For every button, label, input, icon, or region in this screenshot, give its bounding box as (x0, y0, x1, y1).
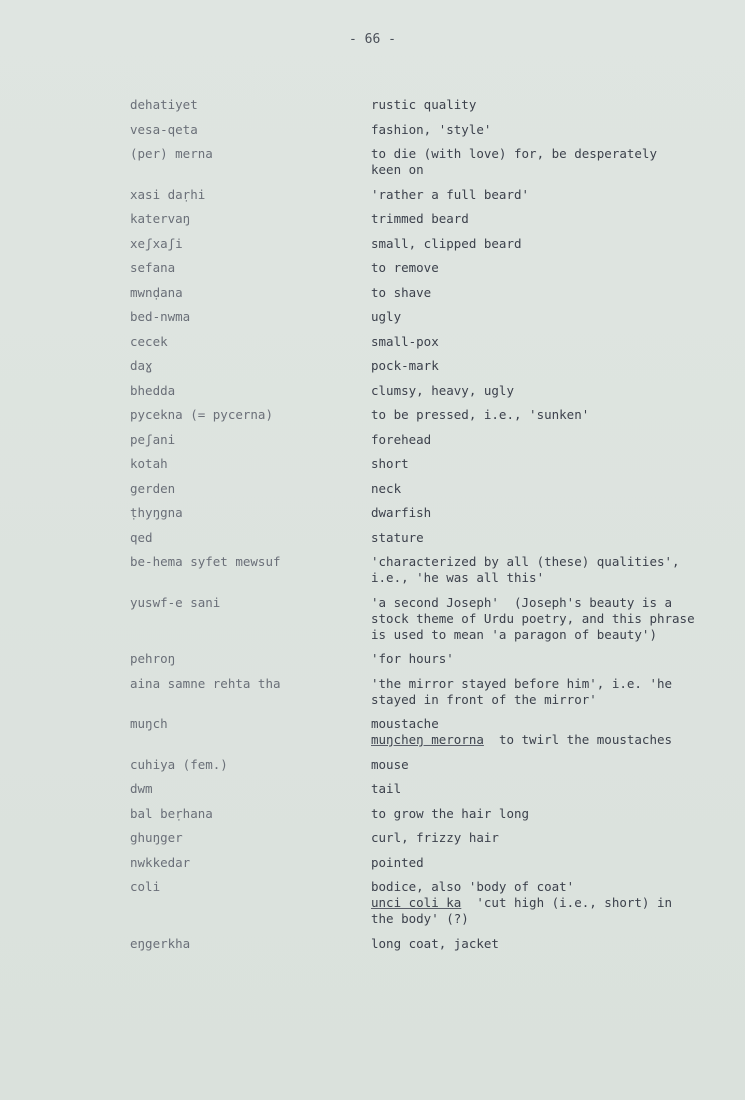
entry-gloss (371, 187, 711, 203)
entry-term: kotah (130, 456, 168, 471)
entry-term: vesa-qeta (130, 121, 198, 137)
entry-gloss (371, 806, 711, 822)
usage-example (371, 732, 711, 748)
entry-term: cuhiya (fem.) (130, 756, 228, 772)
gloss-line: to shave (371, 284, 432, 300)
glossary-entry (0, 554, 745, 586)
entry-gloss (371, 211, 711, 227)
glossary-entry (0, 830, 745, 846)
entry-term: bed-nwma (130, 309, 191, 324)
gloss-line: pock-mark (371, 358, 439, 373)
gloss-line: short (371, 456, 409, 471)
gloss-line: clumsy, heavy, ugly (371, 382, 514, 398)
gloss-line: tail (371, 781, 402, 796)
glossary-entry (0, 211, 745, 227)
glossary-entry (0, 879, 745, 927)
entry-gloss (371, 554, 711, 586)
gloss-line: neck (371, 480, 402, 496)
entry-term: mwnḍana (130, 284, 183, 300)
gloss-line: pointed (371, 854, 424, 870)
entry-term: gerden (130, 480, 176, 496)
gloss-line: dwarfish (371, 505, 432, 520)
entry-gloss (371, 146, 711, 178)
gloss-line: stature (371, 529, 424, 545)
gloss-line: to remove (371, 260, 439, 275)
gloss-line: stock theme of Urdu poetry, and this phrase (371, 610, 695, 626)
entry-term: ṭhyŋgna (130, 505, 183, 520)
glossary-entry (0, 358, 745, 374)
entry-term: coli (130, 879, 161, 894)
gloss-line: the body' (?) (371, 911, 469, 926)
glossary-entry (0, 334, 745, 350)
entry-gloss (371, 781, 711, 797)
entry-gloss (371, 309, 711, 325)
glossary-entry (0, 716, 745, 748)
page-number: - 66 - (349, 32, 396, 47)
entry-term: eŋgerkha (130, 935, 191, 951)
entry-gloss (371, 855, 711, 871)
entry-gloss (371, 456, 711, 472)
gloss-line: small, clipped beard (371, 235, 522, 251)
gloss-line: is used to mean 'a paragon of beauty') (371, 626, 657, 642)
gloss-line: to grow the hair long (371, 805, 530, 821)
entry-gloss (371, 595, 711, 643)
entry-term: (per) merna (130, 146, 213, 161)
entry-gloss (371, 505, 711, 521)
glossary-entry (0, 456, 745, 472)
entry-gloss (371, 122, 711, 138)
entry-term: dwm (130, 781, 153, 796)
entry-term: xasi daṛhi (130, 186, 206, 202)
gloss-line: 'the mirror stayed before him', i.e. 'he (371, 675, 673, 691)
entry-gloss (371, 334, 711, 350)
gloss-line: i.e., 'he was all this' (371, 570, 545, 585)
entry-term: muŋch (130, 716, 168, 731)
entry-gloss (371, 285, 711, 301)
entry-term: sefana (130, 260, 176, 275)
entry-term: bal beṛhana (130, 805, 213, 821)
usage-phrase: unci coli ka (371, 895, 462, 910)
glossary-entry (0, 383, 745, 399)
entry-gloss (371, 879, 711, 927)
glossary-entry (0, 676, 745, 708)
gloss-line: 'for hours' (371, 651, 454, 666)
glossary-entry (0, 595, 745, 643)
glossary-entry (0, 146, 745, 178)
entry-term: cecek (130, 333, 168, 349)
glossary-entry (0, 855, 745, 871)
entry-gloss (371, 651, 711, 667)
entry-gloss (371, 358, 711, 374)
usage-example (371, 895, 711, 911)
gloss-line: 'a second Joseph' (Joseph's beauty is a (371, 594, 673, 610)
usage-phrase: muŋcheŋ merorna (371, 732, 484, 747)
entry-gloss (371, 407, 711, 423)
glossary-entry (0, 187, 745, 203)
gloss-line: 'characterized by all (these) qualities', (371, 554, 680, 569)
glossary-entry (0, 122, 745, 138)
entry-gloss (371, 676, 711, 708)
entry-term: aina samne rehta tha (130, 675, 281, 691)
entry-term: nwkkedar (130, 854, 191, 870)
glossary-entry (0, 309, 745, 325)
glossary-entry (0, 481, 745, 497)
entry-gloss (371, 236, 711, 252)
entry-term: xeʃxaʃi (130, 235, 183, 251)
glossary-entry (0, 781, 745, 797)
entry-gloss (371, 936, 711, 952)
entry-gloss (371, 97, 711, 113)
entry-term: bhedda (130, 382, 176, 398)
glossary-entry (0, 936, 745, 952)
usage-meaning: to twirl the moustaches (483, 732, 673, 747)
gloss-line: to be pressed, i.e., 'sunken' (371, 407, 590, 422)
entry-gloss (371, 260, 711, 276)
glossary-entry (0, 407, 745, 423)
gloss-line: 'rather a full beard' (371, 186, 530, 202)
gloss-line: small-pox (371, 333, 439, 349)
entry-term: pycekna (= pycerna) (130, 407, 273, 422)
usage-meaning: 'cut high (i.e., short) in (461, 895, 673, 910)
entry-term: yuswf-e sani (130, 594, 221, 610)
entry-term: daɣ (130, 358, 153, 373)
glossary-entry (0, 260, 745, 276)
entry-term: peʃani (130, 431, 176, 447)
glossary-entry (0, 505, 745, 521)
gloss-line: rustic quality (371, 97, 477, 112)
glossary-entry (0, 806, 745, 822)
entry-gloss (371, 757, 711, 773)
entry-gloss (371, 530, 711, 546)
gloss-line: long coat, jacket (371, 935, 499, 951)
glossary-entry (0, 285, 745, 301)
gloss-line: forehead (371, 431, 432, 447)
gloss-line: moustache (371, 716, 439, 731)
entry-term: ghuŋger (130, 830, 183, 845)
gloss-line: ugly (371, 309, 402, 324)
gloss-line: bodice, also 'body of coat' (371, 879, 575, 894)
entry-term: pehroŋ (130, 651, 176, 666)
glossary-entry (0, 432, 745, 448)
gloss-line: keen on (371, 162, 424, 177)
entry-term: katervaŋ (130, 211, 191, 226)
entry-gloss (371, 383, 711, 399)
entry-gloss (371, 830, 711, 846)
entry-term: dehatiyet (130, 97, 198, 112)
gloss-line: to die (with love) for, be desperately (371, 146, 657, 161)
glossary-entry (0, 757, 745, 773)
gloss-line: fashion, 'style' (371, 121, 492, 137)
entry-gloss (371, 432, 711, 448)
glossary-entry (0, 236, 745, 252)
glossary-entry (0, 97, 745, 113)
gloss-line: curl, frizzy hair (371, 830, 499, 845)
entry-term: be-hema syfet mewsuf (130, 554, 281, 569)
gloss-line: mouse (371, 756, 409, 772)
entry-term: qed (130, 529, 153, 545)
glossary-entry (0, 651, 745, 667)
entry-gloss (371, 481, 711, 497)
entry-gloss (371, 716, 711, 748)
gloss-line: stayed in front of the mirror' (371, 691, 597, 707)
gloss-line: trimmed beard (371, 211, 469, 226)
glossary-list (0, 97, 745, 960)
glossary-entry (0, 530, 745, 546)
